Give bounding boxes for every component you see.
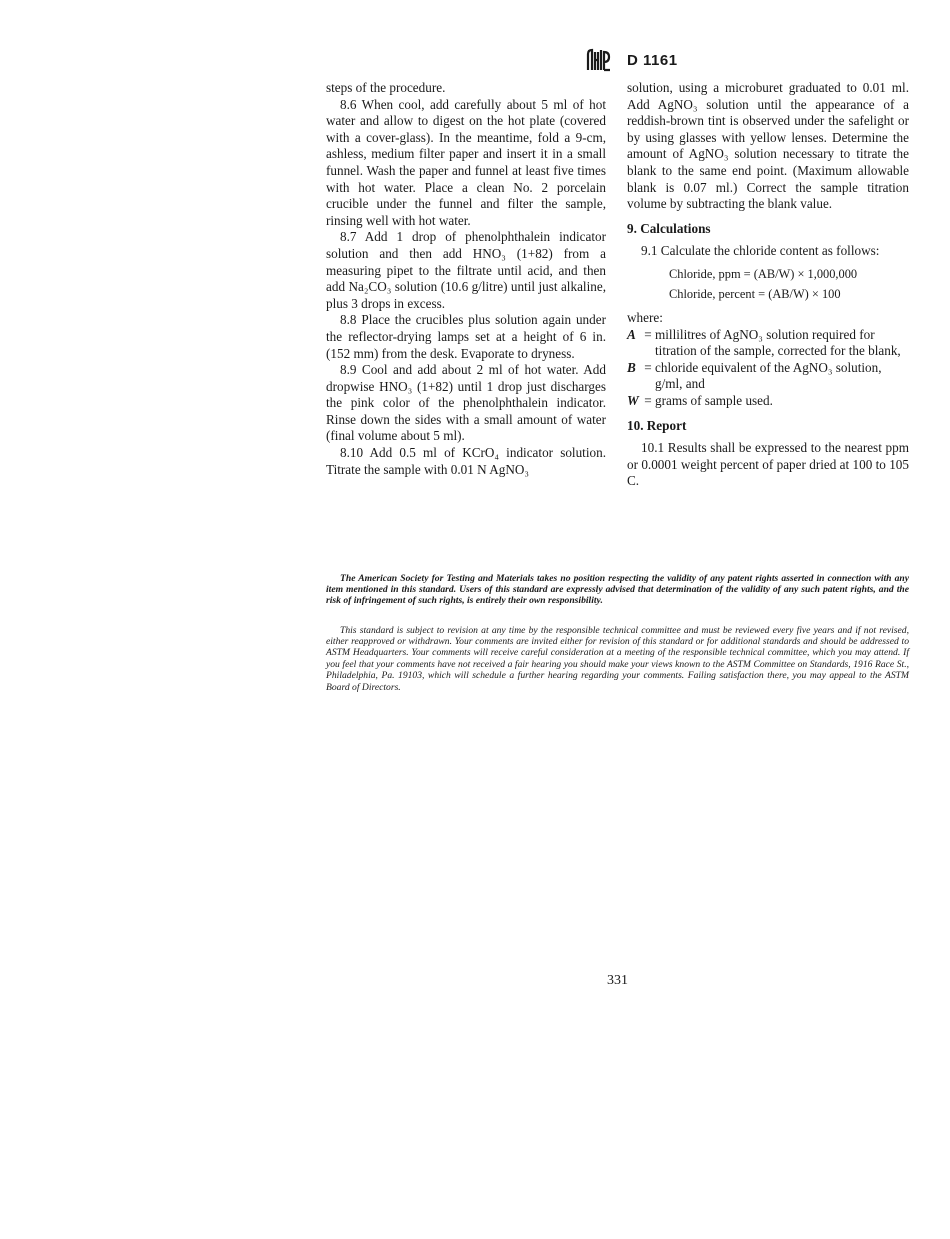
where-label: where:	[627, 309, 663, 325]
definition-row	[627, 393, 909, 410]
paragraph-continuation-right: solution, using a microburet graduated to 0.01 ml. Add AgNO₃ solution until the appearance of a reddish-brown tint is observed under the safelight or by using glasses with yellow lenses. Determine the amount of AgNO₃ solution necessary to titrate the blank to the same end point. (Maximum allowable blank is 0.07 ml.) Correct the sample titration volume by subtracting the blank value.	[627, 80, 909, 212]
paragraph-continuation: steps of the procedure.	[326, 80, 446, 95]
definition-variable: B	[627, 359, 636, 375]
section-heading-report: 10. Report	[627, 417, 687, 433]
paragraph-8-8: 8.8 Place the crucibles plus solution again under the reflector-drying lamps set at a height of 6 in. (152 mm) from the desk. Evaporate to dryness.	[326, 312, 606, 361]
paragraph-8-9: 8.9 Cool and add about 2 ml of hot water. Add dropwise HNO₃ (1+82) until 1 drop just discharges the pink color of the phenolphthalein indicator. Rinse down the sides with a small amount of water (final volume about 5 ml).	[326, 362, 606, 444]
left-column	[326, 80, 606, 478]
definition-text: grams of sample used.	[655, 392, 773, 408]
paragraph-10-1: 10.1 Results shall be expressed to the nearest ppm or 0.0001 weight percent of paper dried at 100 to 105 C.	[627, 440, 909, 489]
formula-ppm: Chloride, ppm = (AB/W) × 1,000,000	[669, 266, 858, 281]
formula-percent: Chloride, percent = (AB/W) × 100	[669, 286, 841, 301]
definition-text: chloride equivalent of the AgNO₃ solution, g/ml, and	[655, 359, 882, 392]
page-number: 331	[607, 973, 628, 988]
paragraph-9-1: 9.1 Calculate the chloride content as follows:	[641, 243, 880, 259]
patent-notice: The American Society for Testing and Materials takes no position respecting the validity of any patent rights asserted in connection with any item mentioned in this standard. Users of this standard are expressly advised that determination of the validity of any such patent rights, and the risk of infringement of such rights, is entirely their own responsibility.	[326, 572, 909, 607]
paragraph-8-10: 8.10 Add 0.5 ml of KCrO₄ indicator solution. Titrate the sample with 0.01 N AgNO₃	[326, 445, 606, 477]
section-heading-calculations: 9. Calculations	[627, 220, 711, 236]
revision-notice: This standard is subject to revision at any time by the responsible technical committee and must be reviewed every five years and if not revised, either reapproved or withdrawn. Your comments are invited either for revision of this standard or for additional standards and should be addressed to ASTM Headquarters. Your comments will receive careful consideration at a meeting of the responsible technical committee, which you may attend. If you feel that your comments have not received a fair hearing you should make your views known to the ASTM Committee on Standards, 1916 Race St., Philadelphia, Pa. 19103, which will schedule a further hearing regarding your comments. Failing satisfaction there, you may appeal to the ASTM Board of Directors.	[326, 624, 909, 693]
paragraph-8-7: 8.7 Add 1 drop of phenolphthalein indicator solution and then add HNO₃ (1+82) from a measuring pipet to the filtrate until acid, and then add Na₂CO₃ solution (10.6 g/litre) until just alkaline, plus 3 drops in excess.	[326, 229, 606, 311]
right-column	[627, 80, 909, 490]
definition-equals: =	[644, 392, 652, 408]
document-number: D 1161	[627, 51, 678, 69]
definition-row	[627, 360, 909, 393]
definition-equals: =	[644, 326, 652, 342]
definition-row	[627, 327, 909, 360]
definition-variable: W	[627, 392, 639, 408]
definition-text: millilitres of AgNO₃ solution required for titration of the sample, corrected for the blank,	[655, 326, 901, 359]
formula-block	[669, 264, 909, 304]
astm-logo-icon	[585, 48, 613, 72]
definition-equals: =	[644, 359, 652, 375]
paragraph-8-6: 8.6 When cool, add carefully about 5 ml of hot water and allow to digest on the hot plate (covered with a cover-glass). In the meantime, fold a 9-cm, ashless, medium filter paper and insert it in a small funnel. Wash the paper and funnel at least five times with hot water. Place a clean No. 2 porcelain crucible under the funnel and filter the sample, rinsing well with hot water.	[326, 96, 606, 228]
page-header	[585, 48, 678, 72]
definition-variable: A	[627, 326, 636, 342]
